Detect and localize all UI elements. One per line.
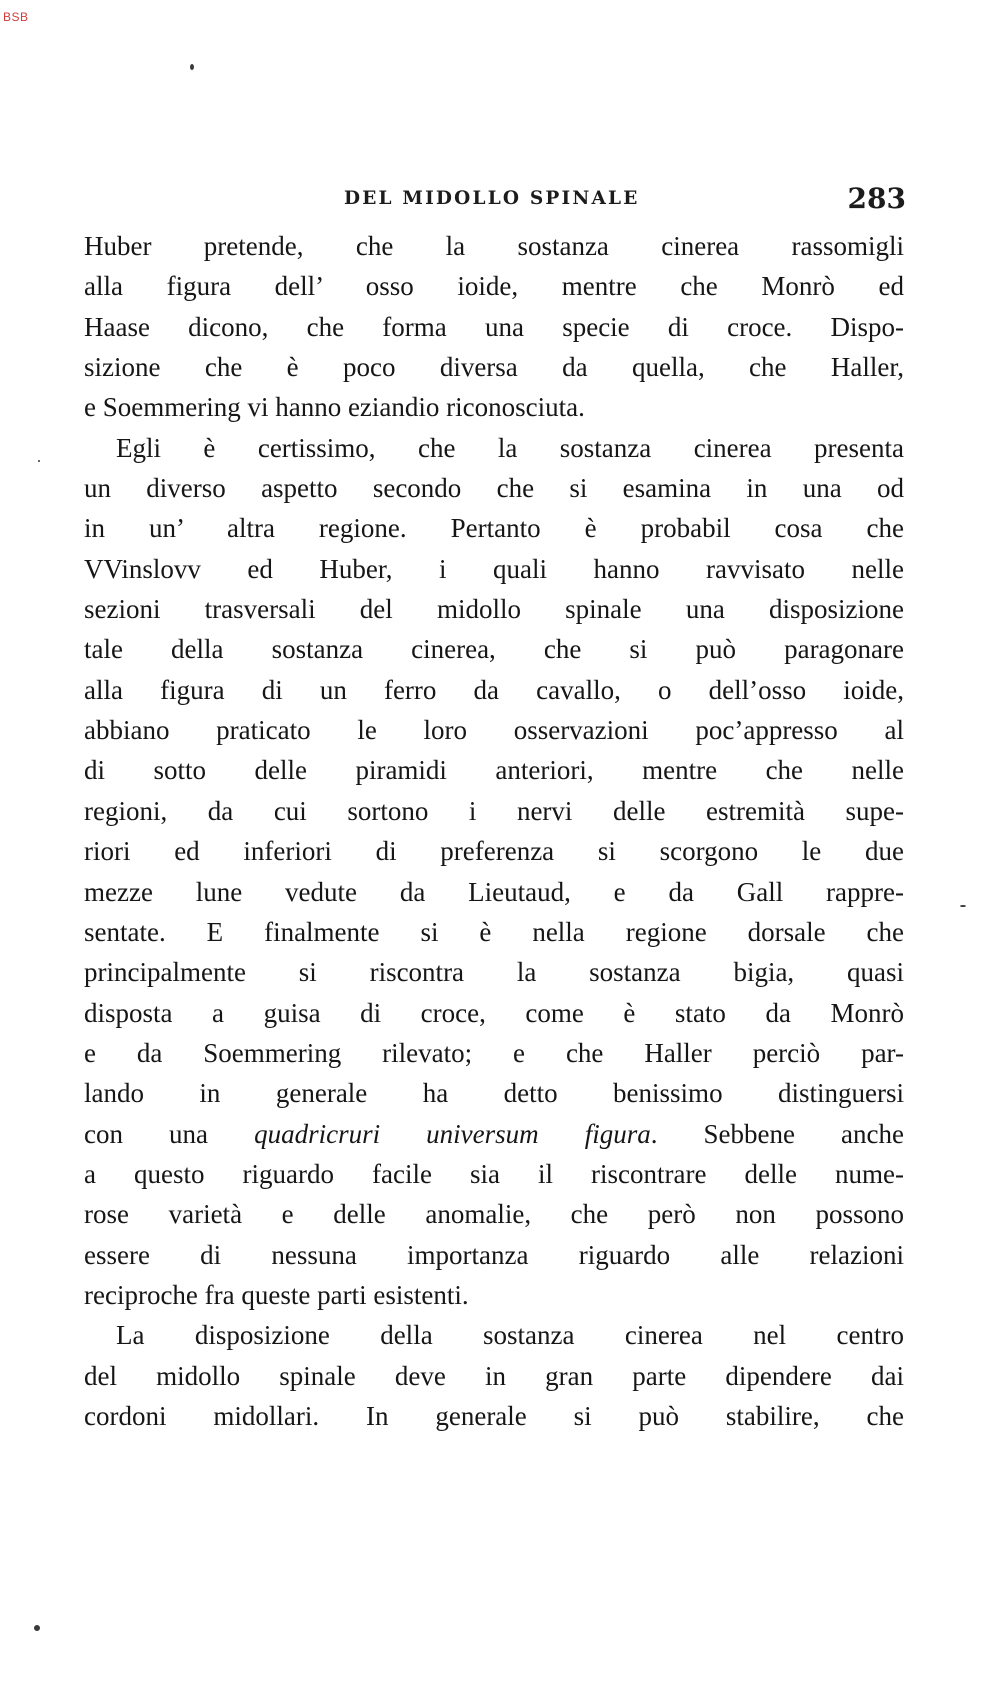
text-line-with-italic: con una quadricruri universum figura. Sebbene anche [84,1118,904,1149]
text-line: sentate. E finalmente si è nella regione dorsale che [84,916,904,947]
scan-speck [960,905,966,907]
text-line: alla figura dell’ osso ioide, mentre che Monrò ed [84,271,904,302]
text-line: essere di nessuna importanza riguardo alle relazioni [84,1239,904,1270]
running-title: DEL MIDOLLO SPINALE [344,188,640,209]
text-line: principalmente si riscontra la sostanza bigia, quasi [84,957,904,988]
text-line: Huber pretende, che la sostanza cinerea rassomigli [84,231,904,261]
library-watermark: BSB [3,10,29,24]
scan-speck [190,64,194,70]
text-line: sizione che è poco diversa da quella, che Haller, [84,352,904,383]
text-line: e da Soemmering rilevato; e che Haller perciò par- [84,1037,904,1068]
text-line: disposta a guisa di croce, come è stato da Monrò [84,997,904,1028]
body-text [84,226,904,1436]
text-line: del midollo spinale deve in gran parte dipendere dai [84,1360,904,1391]
text-line: riori ed inferiori di preferenza si scorgono le due [84,836,904,867]
scan-speck [38,460,40,462]
text-line: sezioni trasversali del midollo spinale una disposizione [84,594,904,625]
text-line: reciproche fra queste parti esistenti. [84,1279,469,1310]
text-line: Haase dicono, che forma una specie di croce. Dispo- [84,311,904,342]
text-line: lando in generale ha detto benissimo distinguersi [84,1078,904,1109]
text-line: Egli è certissimo, che la sostanza cinerea presenta [116,432,904,463]
italic-latin-phrase: quadricruri universum figura [254,1118,651,1149]
text-line: di sotto delle piramidi anteriori, mentre che nelle [84,755,904,786]
text-line: a questo riguardo facile sia il riscontrare delle nume- [84,1158,904,1189]
text-line: La disposizione della sostanza cinerea nel centro [116,1320,904,1351]
text-line: abbiano praticato le loro osservazioni poc’appresso al [84,715,904,746]
text-line: regioni, da cui sortono i nervi delle estremità supe- [84,795,904,826]
text-line: tale della sostanza cinerea, che si può paragonare [84,634,904,665]
scan-speck [34,1625,40,1631]
text-line: alla figura di un ferro da cavallo, o dell’osso ioide, [84,674,904,705]
text-line: VVinslovv ed Huber, i quali hanno ravvisato nelle [84,553,904,584]
text-line: e Soemmering vi hanno eziandio riconosciuta. [84,392,585,423]
page-number: 283 [847,182,906,215]
text-line: rose varietà e delle anomalie, che però non possono [84,1199,904,1230]
text-line: cordoni midollari. In generale si può stabilire, che [84,1400,904,1431]
text-line: mezze lune vedute da Lieutaud, e da Gall rappre- [84,876,904,907]
text-line: in un’ altra regione. Pertanto è probabil cosa che [84,513,904,544]
text-line: un diverso aspetto secondo che si esamina in una od [84,473,904,504]
page-header [86,184,908,218]
